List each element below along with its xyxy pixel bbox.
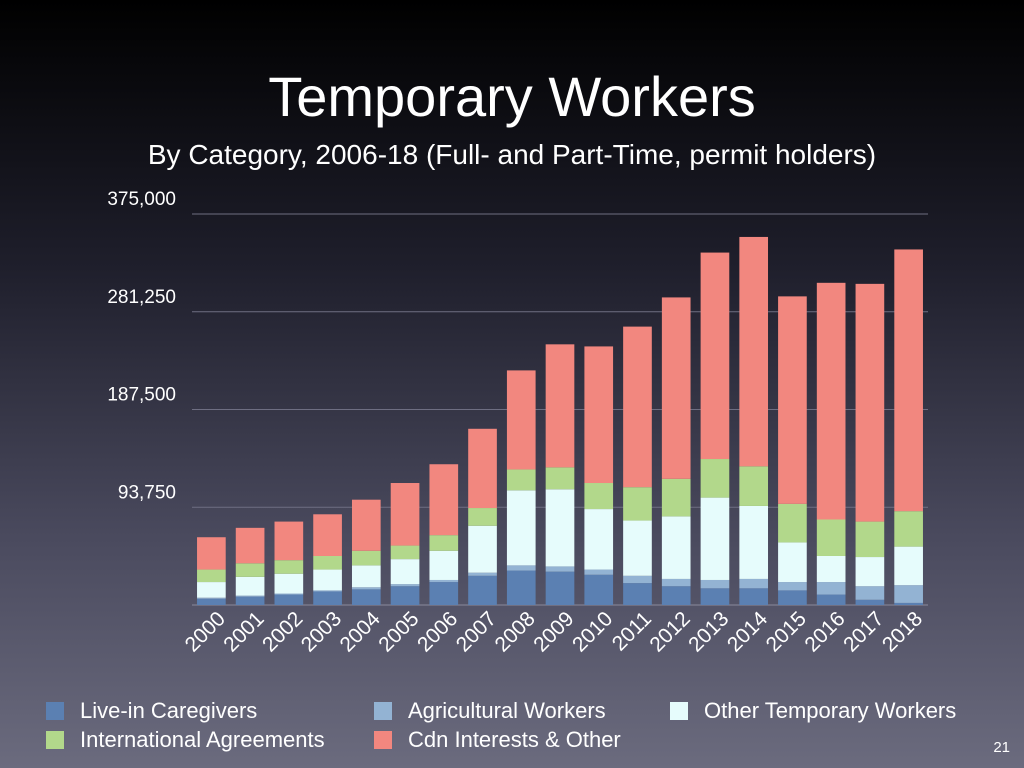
- x-tick-label: 2006: [413, 607, 463, 657]
- bar-segment-cdn-interests-other-2011: [623, 327, 652, 488]
- bar-segment-agricultural-workers-2007: [468, 573, 497, 576]
- bar-segment-international-agreements-2008: [507, 469, 536, 490]
- bar-segment-agricultural-workers-2004: [352, 587, 381, 589]
- bar-segment-live-in-caregivers-2005: [391, 586, 420, 605]
- bar-segment-live-in-caregivers-2008: [507, 571, 536, 605]
- bar-segment-other-temporary-workers-2014: [739, 506, 768, 579]
- bar-segment-other-temporary-workers-2018: [894, 547, 923, 586]
- bar-segment-live-in-caregivers-2007: [468, 576, 497, 605]
- bar-segment-international-agreements-2010: [584, 483, 613, 509]
- x-tick-label: 2007: [451, 607, 502, 657]
- bars-layer: [197, 237, 923, 605]
- bar-segment-live-in-caregivers-2015: [778, 590, 807, 605]
- x-tick-label: 2005: [374, 607, 424, 657]
- bar-segment-international-agreements-2009: [546, 467, 575, 489]
- bar-segment-cdn-interests-other-2018: [894, 249, 923, 511]
- bar-segment-international-agreements-2014: [739, 466, 768, 506]
- bar-segment-international-agreements-2017: [856, 522, 885, 557]
- bar-segment-agricultural-workers-2001: [236, 596, 265, 597]
- bar-segment-other-temporary-workers-2016: [817, 556, 846, 582]
- bar-segment-international-agreements-2011: [623, 487, 652, 520]
- bar-segment-agricultural-workers-2011: [623, 576, 652, 583]
- bar-segment-other-temporary-workers-2013: [701, 498, 730, 580]
- bar-segment-international-agreements-2002: [275, 560, 304, 574]
- bar-segment-other-temporary-workers-2001: [236, 577, 265, 596]
- bar-segment-live-in-caregivers-2011: [623, 583, 652, 605]
- bar-segment-international-agreements-2013: [701, 459, 730, 498]
- bar-segment-agricultural-workers-2002: [275, 594, 304, 595]
- bar-segment-other-temporary-workers-2011: [623, 521, 652, 576]
- x-tick-label: 2011: [607, 607, 657, 656]
- bar-segment-agricultural-workers-2000: [197, 598, 226, 599]
- bar-segment-live-in-caregivers-2012: [662, 586, 691, 605]
- bar-segment-live-in-caregivers-2004: [352, 589, 381, 605]
- bar-segment-other-temporary-workers-2015: [778, 542, 807, 582]
- bar-segment-cdn-interests-other-2004: [352, 500, 381, 551]
- bar-segment-international-agreements-2007: [468, 508, 497, 526]
- y-axis-labels: [107, 189, 176, 503]
- bar-segment-international-agreements-2012: [662, 479, 691, 517]
- x-tick-label: 2003: [296, 607, 347, 657]
- bar-segment-agricultural-workers-2010: [584, 570, 613, 575]
- bar-segment-agricultural-workers-2012: [662, 579, 691, 586]
- y-tick-label: 187,500: [107, 384, 176, 406]
- bar-segment-live-in-caregivers-2006: [429, 582, 458, 605]
- x-tick-label: 2002: [258, 607, 308, 657]
- bar-segment-other-temporary-workers-2009: [546, 489, 575, 566]
- bar-segment-live-in-caregivers-2000: [197, 599, 226, 605]
- bar-segment-other-temporary-workers-2010: [584, 509, 613, 569]
- bar-segment-live-in-caregivers-2013: [701, 588, 730, 605]
- bar-segment-international-agreements-2015: [778, 504, 807, 543]
- bar-segment-cdn-interests-other-2006: [429, 464, 458, 535]
- x-tick-label: 2009: [529, 607, 579, 657]
- bar-segment-cdn-interests-other-2014: [739, 237, 768, 466]
- x-tick-label: 2015: [761, 607, 811, 657]
- bar-segment-live-in-caregivers-2016: [817, 595, 846, 605]
- bar-segment-agricultural-workers-2018: [894, 585, 923, 603]
- x-tick-label: 2017: [839, 607, 889, 657]
- bar-segment-other-temporary-workers-2005: [391, 559, 420, 584]
- bar-segment-other-temporary-workers-2017: [856, 557, 885, 586]
- bar-segment-agricultural-workers-2005: [391, 584, 420, 586]
- legend-label: Cdn Interests & Other: [408, 727, 621, 752]
- bar-segment-cdn-interests-other-2001: [236, 528, 265, 563]
- bar-segment-live-in-caregivers-2001: [236, 597, 265, 605]
- y-tick-label: 375,000: [107, 189, 176, 210]
- bar-segment-live-in-caregivers-2010: [584, 575, 613, 605]
- bar-segment-other-temporary-workers-2007: [468, 526, 497, 573]
- bar-segment-agricultural-workers-2013: [701, 580, 730, 588]
- x-tick-label: 2010: [567, 607, 618, 657]
- bar-segment-agricultural-workers-2003: [313, 590, 342, 591]
- bar-segment-other-temporary-workers-2004: [352, 565, 381, 587]
- bar-segment-international-agreements-2000: [197, 570, 226, 583]
- bar-segment-cdn-interests-other-2013: [701, 253, 730, 459]
- x-tick-label: 2018: [877, 607, 928, 657]
- legend-label: International Agreements: [80, 727, 325, 752]
- bar-segment-cdn-interests-other-2008: [507, 370, 536, 469]
- bar-segment-cdn-interests-other-2010: [584, 346, 613, 483]
- bar-segment-live-in-caregivers-2017: [856, 600, 885, 605]
- bar-segment-other-temporary-workers-2006: [429, 551, 458, 580]
- legend-label: Agricultural Workers: [408, 698, 606, 723]
- bar-segment-live-in-caregivers-2014: [739, 588, 768, 605]
- bar-segment-cdn-interests-other-2016: [817, 283, 846, 520]
- bar-segment-other-temporary-workers-2002: [275, 574, 304, 594]
- bar-segment-other-temporary-workers-2000: [197, 582, 226, 598]
- x-tick-label: 2001: [219, 607, 269, 657]
- bar-segment-international-agreements-2003: [313, 556, 342, 570]
- bar-segment-live-in-caregivers-2002: [275, 595, 304, 605]
- x-tick-label: 2004: [335, 607, 385, 657]
- bar-segment-international-agreements-2006: [429, 535, 458, 551]
- bar-segment-other-temporary-workers-2012: [662, 516, 691, 579]
- legend-label: Other Temporary Workers: [704, 698, 957, 723]
- bar-segment-agricultural-workers-2009: [546, 566, 575, 571]
- legend-label: Live-in Caregivers: [80, 698, 258, 723]
- slide-title: Temporary Workers: [268, 65, 756, 128]
- x-tick-label: 2012: [645, 607, 695, 657]
- bar-segment-cdn-interests-other-2012: [662, 297, 691, 478]
- x-tick-label: 2016: [800, 607, 850, 657]
- bar-segment-international-agreements-2004: [352, 551, 381, 566]
- bar-segment-cdn-interests-other-2002: [275, 522, 304, 561]
- bar-segment-international-agreements-2018: [894, 511, 923, 546]
- bar-segment-cdn-interests-other-2005: [391, 483, 420, 546]
- bar-segment-live-in-caregivers-2009: [546, 572, 575, 605]
- x-tick-label: 2013: [684, 607, 734, 657]
- bar-segment-live-in-caregivers-2003: [313, 591, 342, 605]
- bar-segment-agricultural-workers-2017: [856, 586, 885, 600]
- page-number: 21: [993, 739, 1010, 756]
- bar-segment-international-agreements-2001: [236, 563, 265, 577]
- y-tick-label: 93,750: [117, 482, 176, 504]
- bar-segment-international-agreements-2016: [817, 520, 846, 556]
- bar-segment-other-temporary-workers-2008: [507, 490, 536, 565]
- bar-segment-cdn-interests-other-2017: [856, 284, 885, 522]
- bar-segment-cdn-interests-other-2000: [197, 537, 226, 569]
- bar-segment-cdn-interests-other-2015: [778, 296, 807, 503]
- x-axis-labels: [181, 607, 928, 657]
- bar-segment-international-agreements-2005: [391, 546, 420, 560]
- bar-segment-other-temporary-workers-2003: [313, 570, 342, 591]
- bar-segment-cdn-interests-other-2009: [546, 344, 575, 467]
- bar-segment-cdn-interests-other-2003: [313, 514, 342, 556]
- x-tick-label: 2014: [722, 607, 773, 657]
- bar-segment-agricultural-workers-2015: [778, 582, 807, 590]
- y-tick-label: 281,250: [107, 286, 176, 308]
- bar-segment-agricultural-workers-2014: [739, 579, 768, 588]
- bar-segment-cdn-interests-other-2007: [468, 429, 497, 508]
- bar-segment-agricultural-workers-2016: [817, 582, 846, 595]
- x-tick-label: 2000: [180, 607, 230, 657]
- bar-segment-agricultural-workers-2006: [429, 580, 458, 582]
- slide-subtitle: By Category, 2006-18 (Full- and Part-Time, permit holders): [147, 139, 877, 170]
- x-tick-label: 2008: [490, 607, 540, 657]
- bar-segment-live-in-caregivers-2018: [894, 603, 923, 605]
- bar-segment-agricultural-workers-2008: [507, 565, 536, 570]
